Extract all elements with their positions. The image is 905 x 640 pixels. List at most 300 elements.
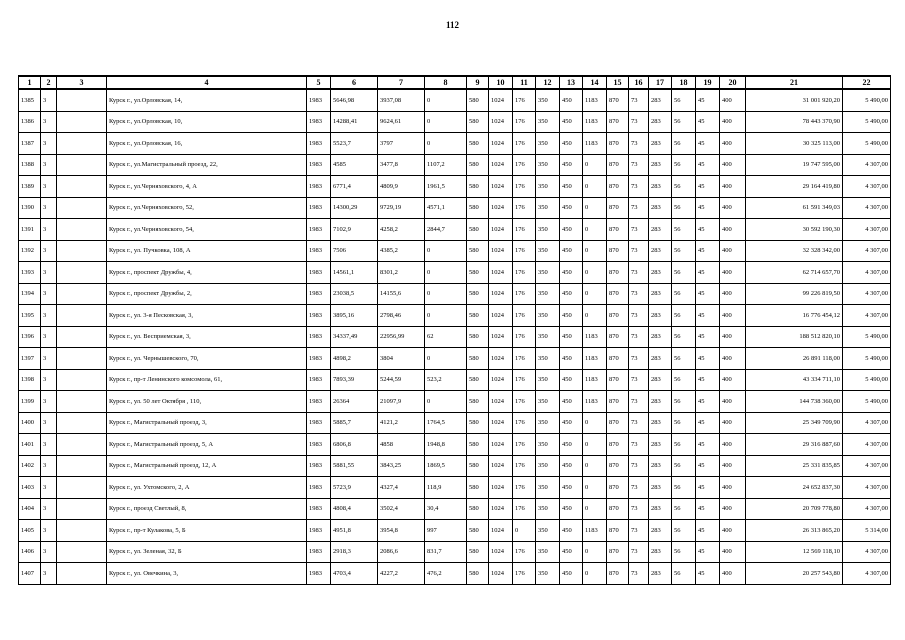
table-cell-col-14: 0 — [583, 541, 607, 563]
table-cell-col-11: 176 — [513, 541, 536, 563]
table-cell-col-19: 45 — [696, 133, 720, 155]
table-cell-col-21: 12 569 118,10 — [746, 541, 843, 563]
table-cell-col-4: Курск г., ул.Орловская, 14, — [107, 89, 307, 111]
table-cell-col-2: 3 — [41, 520, 57, 542]
table-cell-col-15: 870 — [607, 111, 629, 133]
table-cell-col-1: 1399 — [19, 391, 41, 413]
table-cell-col-15: 870 — [607, 434, 629, 456]
table-cell-col-17: 283 — [649, 391, 672, 413]
table-cell-col-16: 73 — [629, 262, 649, 284]
table-row — [19, 391, 891, 413]
table-cell-col-10: 1024 — [489, 176, 513, 198]
table-cell-col-7: 3843,25 — [378, 455, 425, 477]
table-cell-col-12: 350 — [536, 154, 560, 176]
table-cell-col-2: 3 — [41, 111, 57, 133]
table-cell-col-13: 450 — [560, 111, 583, 133]
table-cell-col-7: 2086,6 — [378, 541, 425, 563]
column-header-5: 5 — [307, 76, 331, 89]
table-cell-col-15: 870 — [607, 369, 629, 391]
table-cell-col-14: 0 — [583, 563, 607, 585]
table-cell-col-6: 14288,41 — [331, 111, 378, 133]
table-cell-col-9: 580 — [467, 563, 489, 585]
table-cell-col-15: 870 — [607, 455, 629, 477]
table-cell-col-8: 1948,8 — [425, 434, 467, 456]
table-cell-col-16: 73 — [629, 520, 649, 542]
table-cell-col-20: 400 — [720, 262, 746, 284]
table-cell-col-13: 450 — [560, 434, 583, 456]
table-cell-col-1: 1389 — [19, 176, 41, 198]
table-cell-col-13: 450 — [560, 326, 583, 348]
table-cell-col-7: 3937,08 — [378, 89, 425, 111]
table-cell-col-12: 350 — [536, 283, 560, 305]
table-cell-col-18: 56 — [672, 89, 696, 111]
table-cell-col-9: 580 — [467, 305, 489, 327]
table-cell-col-13: 450 — [560, 133, 583, 155]
table-cell-col-4: Курск г., ул. Чернышевского, 70, — [107, 348, 307, 370]
table-cell-col-15: 870 — [607, 305, 629, 327]
table-cell-col-22: 5 490,00 — [843, 89, 891, 111]
table-cell-col-16: 73 — [629, 434, 649, 456]
table-cell-col-12: 350 — [536, 240, 560, 262]
table-cell-col-20: 400 — [720, 305, 746, 327]
table-row — [19, 369, 891, 391]
table-cell-col-20: 400 — [720, 89, 746, 111]
table-cell-col-21: 78 443 370,90 — [746, 111, 843, 133]
table-cell-col-16: 73 — [629, 391, 649, 413]
table-cell-col-18: 56 — [672, 176, 696, 198]
table-cell-col-10: 1024 — [489, 89, 513, 111]
table-cell-col-22: 4 307,00 — [843, 154, 891, 176]
table-cell-col-20: 400 — [720, 434, 746, 456]
table-cell-col-3 — [57, 262, 107, 284]
table-cell-col-6: 4951,8 — [331, 520, 378, 542]
table-cell-col-22: 4 307,00 — [843, 305, 891, 327]
table-cell-col-9: 580 — [467, 412, 489, 434]
table-cell-col-21: 24 652 837,30 — [746, 477, 843, 499]
table-cell-col-16: 73 — [629, 563, 649, 585]
table-cell-col-6: 6806,8 — [331, 434, 378, 456]
table-cell-col-22: 4 307,00 — [843, 240, 891, 262]
table-cell-col-2: 3 — [41, 498, 57, 520]
column-header-12: 12 — [536, 76, 560, 89]
table-cell-col-6: 2918,3 — [331, 541, 378, 563]
column-header-8: 8 — [425, 76, 467, 89]
table-row — [19, 111, 891, 133]
table-cell-col-10: 1024 — [489, 197, 513, 219]
table-cell-col-1: 1404 — [19, 498, 41, 520]
table-cell-col-8: 118,9 — [425, 477, 467, 499]
table-cell-col-11: 176 — [513, 412, 536, 434]
table-cell-col-7: 4121,2 — [378, 412, 425, 434]
table-cell-col-14: 0 — [583, 498, 607, 520]
table-cell-col-19: 45 — [696, 176, 720, 198]
table-cell-col-6: 6771,4 — [331, 176, 378, 198]
table-cell-col-9: 580 — [467, 391, 489, 413]
table-cell-col-13: 450 — [560, 455, 583, 477]
table-cell-col-7: 8301,2 — [378, 262, 425, 284]
table-cell-col-8: 831,7 — [425, 541, 467, 563]
table-cell-col-10: 1024 — [489, 262, 513, 284]
table-cell-col-19: 45 — [696, 412, 720, 434]
table-cell-col-16: 73 — [629, 326, 649, 348]
table-cell-col-8: 30,4 — [425, 498, 467, 520]
table-cell-col-3 — [57, 498, 107, 520]
table-cell-col-17: 283 — [649, 434, 672, 456]
table-cell-col-18: 56 — [672, 434, 696, 456]
table-cell-col-6: 4703,4 — [331, 563, 378, 585]
table-cell-col-3 — [57, 520, 107, 542]
table-cell-col-1: 1390 — [19, 197, 41, 219]
table-cell-col-6: 5646,98 — [331, 89, 378, 111]
table-cell-col-16: 73 — [629, 498, 649, 520]
table-cell-col-8: 2844,7 — [425, 219, 467, 241]
table-cell-col-3 — [57, 133, 107, 155]
table-cell-col-16: 73 — [629, 477, 649, 499]
table-cell-col-1: 1396 — [19, 326, 41, 348]
table-cell-col-21: 30 592 190,30 — [746, 219, 843, 241]
table-cell-col-6: 14300,29 — [331, 197, 378, 219]
table-cell-col-2: 3 — [41, 412, 57, 434]
table-cell-col-6: 23038,5 — [331, 283, 378, 305]
table-cell-col-11: 176 — [513, 434, 536, 456]
table-cell-col-4: Курск г., ул. Зеленая, 32, Б — [107, 541, 307, 563]
column-header-6: 6 — [331, 76, 378, 89]
table-cell-col-15: 870 — [607, 477, 629, 499]
table-cell-col-12: 350 — [536, 219, 560, 241]
table-cell-col-16: 73 — [629, 240, 649, 262]
table-cell-col-9: 580 — [467, 240, 489, 262]
table-cell-col-8: 1869,5 — [425, 455, 467, 477]
table-cell-col-19: 45 — [696, 520, 720, 542]
table-cell-col-12: 350 — [536, 305, 560, 327]
table-row — [19, 262, 891, 284]
table-cell-col-7: 14155,6 — [378, 283, 425, 305]
table-cell-col-4: Курск г., проезд Светлый, 8, — [107, 498, 307, 520]
table-cell-col-22: 4 307,00 — [843, 283, 891, 305]
table-cell-col-13: 450 — [560, 305, 583, 327]
table-cell-col-11: 176 — [513, 477, 536, 499]
table-cell-col-16: 73 — [629, 197, 649, 219]
table-cell-col-4: Курск г., пр-т Кулакова, 5, Б — [107, 520, 307, 542]
table-cell-col-16: 73 — [629, 176, 649, 198]
table-cell-col-8: 523,2 — [425, 369, 467, 391]
column-header-18: 18 — [672, 76, 696, 89]
table-cell-col-1: 1402 — [19, 455, 41, 477]
table-cell-col-14: 1183 — [583, 133, 607, 155]
table-cell-col-19: 45 — [696, 154, 720, 176]
table-cell-col-4: Курск г., проспект Дружбы, 4, — [107, 262, 307, 284]
table-cell-col-15: 870 — [607, 154, 629, 176]
table-cell-col-16: 73 — [629, 305, 649, 327]
table-cell-col-21: 30 325 113,00 — [746, 133, 843, 155]
table-cell-col-18: 56 — [672, 240, 696, 262]
table-cell-col-19: 45 — [696, 283, 720, 305]
column-header-19: 19 — [696, 76, 720, 89]
table-cell-col-3 — [57, 348, 107, 370]
table-cell-col-7: 4227,2 — [378, 563, 425, 585]
table-cell-col-6: 5523,7 — [331, 133, 378, 155]
table-cell-col-16: 73 — [629, 89, 649, 111]
table-cell-col-12: 350 — [536, 197, 560, 219]
table-cell-col-10: 1024 — [489, 477, 513, 499]
table-cell-col-3 — [57, 111, 107, 133]
table-cell-col-5: 1983 — [307, 197, 331, 219]
table-cell-col-17: 283 — [649, 369, 672, 391]
table-cell-col-3 — [57, 240, 107, 262]
table-cell-col-22: 4 307,00 — [843, 455, 891, 477]
table-cell-col-2: 3 — [41, 391, 57, 413]
table-cell-col-9: 580 — [467, 520, 489, 542]
table-cell-col-1: 1387 — [19, 133, 41, 155]
table-cell-col-9: 580 — [467, 197, 489, 219]
table-cell-col-8: 997 — [425, 520, 467, 542]
table-row — [19, 541, 891, 563]
table-cell-col-5: 1983 — [307, 305, 331, 327]
table-cell-col-9: 580 — [467, 348, 489, 370]
table-cell-col-16: 73 — [629, 541, 649, 563]
table-cell-col-5: 1983 — [307, 434, 331, 456]
table-cell-col-12: 350 — [536, 520, 560, 542]
table-cell-col-3 — [57, 176, 107, 198]
table-cell-col-12: 350 — [536, 434, 560, 456]
table-cell-col-19: 45 — [696, 240, 720, 262]
table-cell-col-14: 0 — [583, 240, 607, 262]
table-cell-col-11: 176 — [513, 563, 536, 585]
table-cell-col-21: 25 349 709,90 — [746, 412, 843, 434]
table-cell-col-17: 283 — [649, 133, 672, 155]
table-cell-col-15: 870 — [607, 348, 629, 370]
table-cell-col-20: 400 — [720, 348, 746, 370]
table-cell-col-22: 4 307,00 — [843, 412, 891, 434]
table-cell-col-1: 1407 — [19, 563, 41, 585]
table-cell-col-7: 4258,2 — [378, 219, 425, 241]
table-row — [19, 154, 891, 176]
table-cell-col-11: 176 — [513, 219, 536, 241]
table-cell-col-18: 56 — [672, 133, 696, 155]
table-cell-col-12: 350 — [536, 412, 560, 434]
table-cell-col-14: 0 — [583, 283, 607, 305]
header-row — [19, 76, 891, 89]
column-header-1: 1 — [19, 76, 41, 89]
table-cell-col-10: 1024 — [489, 219, 513, 241]
table-cell-col-20: 400 — [720, 111, 746, 133]
table-cell-col-17: 283 — [649, 563, 672, 585]
table-cell-col-13: 450 — [560, 89, 583, 111]
table-cell-col-3 — [57, 563, 107, 585]
table-cell-col-22: 5 490,00 — [843, 133, 891, 155]
table-cell-col-5: 1983 — [307, 412, 331, 434]
table-cell-col-22: 5 490,00 — [843, 391, 891, 413]
table-cell-col-16: 73 — [629, 455, 649, 477]
table-cell-col-11: 176 — [513, 240, 536, 262]
table-cell-col-13: 450 — [560, 262, 583, 284]
table-cell-col-19: 45 — [696, 498, 720, 520]
table-cell-col-5: 1983 — [307, 348, 331, 370]
table-cell-col-19: 45 — [696, 563, 720, 585]
table-cell-col-15: 870 — [607, 219, 629, 241]
table-cell-col-3 — [57, 89, 107, 111]
table-cell-col-12: 350 — [536, 369, 560, 391]
table-cell-col-6: 5885,7 — [331, 412, 378, 434]
table-cell-col-11: 176 — [513, 326, 536, 348]
table-cell-col-3 — [57, 434, 107, 456]
table-cell-col-22: 4 307,00 — [843, 498, 891, 520]
table-cell-col-14: 0 — [583, 262, 607, 284]
table-cell-col-11: 176 — [513, 154, 536, 176]
table-cell-col-13: 450 — [560, 412, 583, 434]
table-row — [19, 305, 891, 327]
table-cell-col-16: 73 — [629, 219, 649, 241]
table-cell-col-13: 450 — [560, 520, 583, 542]
table-cell-col-3 — [57, 305, 107, 327]
table-cell-col-2: 3 — [41, 563, 57, 585]
table-cell-col-2: 3 — [41, 89, 57, 111]
table-row — [19, 326, 891, 348]
column-header-15: 15 — [607, 76, 629, 89]
table-cell-col-17: 283 — [649, 326, 672, 348]
table-cell-col-14: 1183 — [583, 348, 607, 370]
table-cell-col-12: 350 — [536, 348, 560, 370]
table-cell-col-11: 176 — [513, 262, 536, 284]
table-cell-col-20: 400 — [720, 240, 746, 262]
table-cell-col-4: Курск г., ул.Черняховского, 54, — [107, 219, 307, 241]
table-cell-col-8: 0 — [425, 240, 467, 262]
table-cell-col-16: 73 — [629, 283, 649, 305]
table-cell-col-6: 5881,55 — [331, 455, 378, 477]
table-cell-col-1: 1405 — [19, 520, 41, 542]
table-cell-col-7: 22956,99 — [378, 326, 425, 348]
table-cell-col-4: Курск г., ул. 3-я Песковская, 3, — [107, 305, 307, 327]
table-cell-col-10: 1024 — [489, 520, 513, 542]
table-cell-col-21: 188 512 820,10 — [746, 326, 843, 348]
table-cell-col-3 — [57, 541, 107, 563]
table-cell-col-10: 1024 — [489, 283, 513, 305]
table-cell-col-4: Курск г., Магистральный проезд, 3, — [107, 412, 307, 434]
table-cell-col-13: 450 — [560, 154, 583, 176]
table-cell-col-18: 56 — [672, 197, 696, 219]
table-cell-col-18: 56 — [672, 563, 696, 585]
table-cell-col-13: 450 — [560, 391, 583, 413]
table-row — [19, 412, 891, 434]
table-cell-col-9: 580 — [467, 283, 489, 305]
table-cell-col-8: 0 — [425, 305, 467, 327]
table-cell-col-11: 176 — [513, 348, 536, 370]
column-header-7: 7 — [378, 76, 425, 89]
table-cell-col-9: 580 — [467, 326, 489, 348]
table-cell-col-6: 4585 — [331, 154, 378, 176]
table-cell-col-5: 1983 — [307, 477, 331, 499]
table-cell-col-12: 350 — [536, 326, 560, 348]
table-cell-col-18: 56 — [672, 412, 696, 434]
table-cell-col-15: 870 — [607, 498, 629, 520]
table-cell-col-7: 3502,4 — [378, 498, 425, 520]
column-header-13: 13 — [560, 76, 583, 89]
table-cell-col-15: 870 — [607, 197, 629, 219]
table-cell-col-17: 283 — [649, 154, 672, 176]
table-cell-col-4: Курск г., пр-т Ленинского комсомола, 61, — [107, 369, 307, 391]
table-cell-col-4: Курск г., ул.Черняховского, 52, — [107, 197, 307, 219]
table-cell-col-4: Курск г., ул. Ухтомского, 2, А — [107, 477, 307, 499]
table-cell-col-21: 32 328 342,00 — [746, 240, 843, 262]
table-cell-col-2: 3 — [41, 305, 57, 327]
table-cell-col-22: 4 307,00 — [843, 176, 891, 198]
column-header-14: 14 — [583, 76, 607, 89]
table-cell-col-2: 3 — [41, 176, 57, 198]
table-cell-col-19: 45 — [696, 326, 720, 348]
table-cell-col-19: 45 — [696, 305, 720, 327]
table-cell-col-21: 144 738 360,00 — [746, 391, 843, 413]
table-cell-col-22: 4 307,00 — [843, 541, 891, 563]
column-header-2: 2 — [41, 76, 57, 89]
table-cell-col-3 — [57, 219, 107, 241]
table-cell-col-16: 73 — [629, 369, 649, 391]
column-header-4: 4 — [107, 76, 307, 89]
table-cell-col-8: 0 — [425, 391, 467, 413]
table-cell-col-4: Курск г., ул. Весприемская, 3, — [107, 326, 307, 348]
table-cell-col-5: 1983 — [307, 520, 331, 542]
table-cell-col-21: 62 714 657,70 — [746, 262, 843, 284]
table-row — [19, 176, 891, 198]
table-cell-col-14: 0 — [583, 305, 607, 327]
table-cell-col-16: 73 — [629, 133, 649, 155]
column-header-3: 3 — [57, 76, 107, 89]
table-cell-col-2: 3 — [41, 219, 57, 241]
table-cell-col-12: 350 — [536, 498, 560, 520]
column-header-9: 9 — [467, 76, 489, 89]
table-cell-col-6: 7893,39 — [331, 369, 378, 391]
table-cell-col-5: 1983 — [307, 262, 331, 284]
table-cell-col-13: 450 — [560, 197, 583, 219]
column-header-11: 11 — [513, 76, 536, 89]
table-cell-col-22: 4 307,00 — [843, 262, 891, 284]
table-cell-col-20: 400 — [720, 283, 746, 305]
table-cell-col-15: 870 — [607, 176, 629, 198]
table-cell-col-1: 1388 — [19, 154, 41, 176]
table-row — [19, 283, 891, 305]
table-cell-col-9: 580 — [467, 262, 489, 284]
table-cell-col-17: 283 — [649, 283, 672, 305]
table-cell-col-7: 9729,19 — [378, 197, 425, 219]
table-cell-col-6: 3895,16 — [331, 305, 378, 327]
table-cell-col-8: 0 — [425, 133, 467, 155]
table-cell-col-5: 1983 — [307, 111, 331, 133]
table-cell-col-22: 4 307,00 — [843, 197, 891, 219]
table-cell-col-17: 283 — [649, 477, 672, 499]
table-cell-col-8: 0 — [425, 348, 467, 370]
table-cell-col-6: 4808,4 — [331, 498, 378, 520]
table-cell-col-9: 580 — [467, 541, 489, 563]
table-cell-col-8: 0 — [425, 262, 467, 284]
table-cell-col-20: 400 — [720, 563, 746, 585]
table-cell-col-3 — [57, 455, 107, 477]
table-cell-col-7: 3804 — [378, 348, 425, 370]
table-cell-col-15: 870 — [607, 133, 629, 155]
table-cell-col-22: 4 307,00 — [843, 219, 891, 241]
table-cell-col-20: 400 — [720, 133, 746, 155]
table-cell-col-14: 0 — [583, 477, 607, 499]
table-cell-col-7: 2798,46 — [378, 305, 425, 327]
table-cell-col-5: 1983 — [307, 541, 331, 563]
table-cell-col-21: 25 331 835,85 — [746, 455, 843, 477]
table-cell-col-21: 29 316 887,60 — [746, 434, 843, 456]
table-cell-col-9: 580 — [467, 434, 489, 456]
table-cell-col-4: Курск г., ул. Пучковка, 108, А — [107, 240, 307, 262]
table-cell-col-8: 0 — [425, 89, 467, 111]
table-cell-col-7: 4385,2 — [378, 240, 425, 262]
table-cell-col-14: 0 — [583, 154, 607, 176]
column-header-17: 17 — [649, 76, 672, 89]
table-cell-col-4: Курск г., ул. 50 лет Октября , 110, — [107, 391, 307, 413]
